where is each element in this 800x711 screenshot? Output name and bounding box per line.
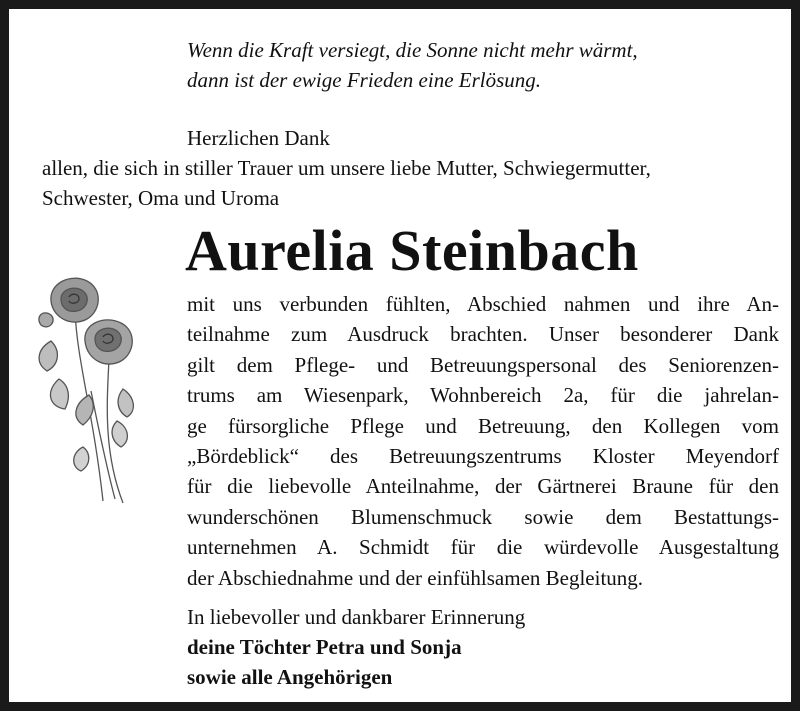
intro-line-2: Schwester, Oma und Uroma xyxy=(42,186,280,210)
closing-line-2: deine Töchter Petra und Sonja xyxy=(187,635,462,659)
thanks-intro xyxy=(42,153,792,213)
motto-line-2: dann ist der ewige Frieden eine Erlösung. xyxy=(187,68,542,92)
body-line: unternehmen A. Schmidt für die würdevolle Ausgestaltung xyxy=(187,535,779,560)
closing-line-3: sowie alle Angehörigen xyxy=(187,665,393,689)
closing-line-1: In liebevoller und dankbarer Erinnerung xyxy=(187,605,526,629)
body-line: für die liebevolle Anteilnahme, der Gärtnerei Braune für den xyxy=(187,474,779,499)
deceased-name: Aurelia Steinbach xyxy=(185,218,639,283)
acknowledgement-text xyxy=(187,289,779,593)
thanks-heading: Herzlichen Dank xyxy=(187,126,330,150)
body-line: mit uns verbunden fühlten, Abschied nahmen und ihre An- xyxy=(187,292,779,316)
intro-line-1: allen, die sich in stiller Trauer um unsere liebe Mutter, Schwiegermutter, xyxy=(42,156,651,180)
body-line: trums am Wiesenpark, Wohnbereich 2a, für die jahrelan- xyxy=(187,383,779,408)
body-line: ge fürsorgliche Pflege und Betreuung, den Kollegen vom xyxy=(187,413,779,438)
motto-verse xyxy=(187,35,787,95)
body-line: gilt dem Pflege- und Betreuungspersonal des Seniorenzen- xyxy=(187,352,779,377)
roses-icon xyxy=(31,271,143,507)
motto-line-1: Wenn die Kraft versiegt, die Sonne nicht mehr wärmt, xyxy=(187,38,638,62)
body-line: „Bördeblick“ des Betreuungszentrums Kloster Meyendorf xyxy=(187,444,779,469)
body-line: teilnahme zum Ausdruck brachten. Unser besonderer Dank xyxy=(187,322,779,347)
closing-signature xyxy=(187,602,525,692)
body-line: wunderschönen Blumenschmuck sowie dem Bestattungs- xyxy=(187,504,779,529)
body-line: der Abschiednahme und der einfühlsamen Begleitung. xyxy=(187,565,644,590)
